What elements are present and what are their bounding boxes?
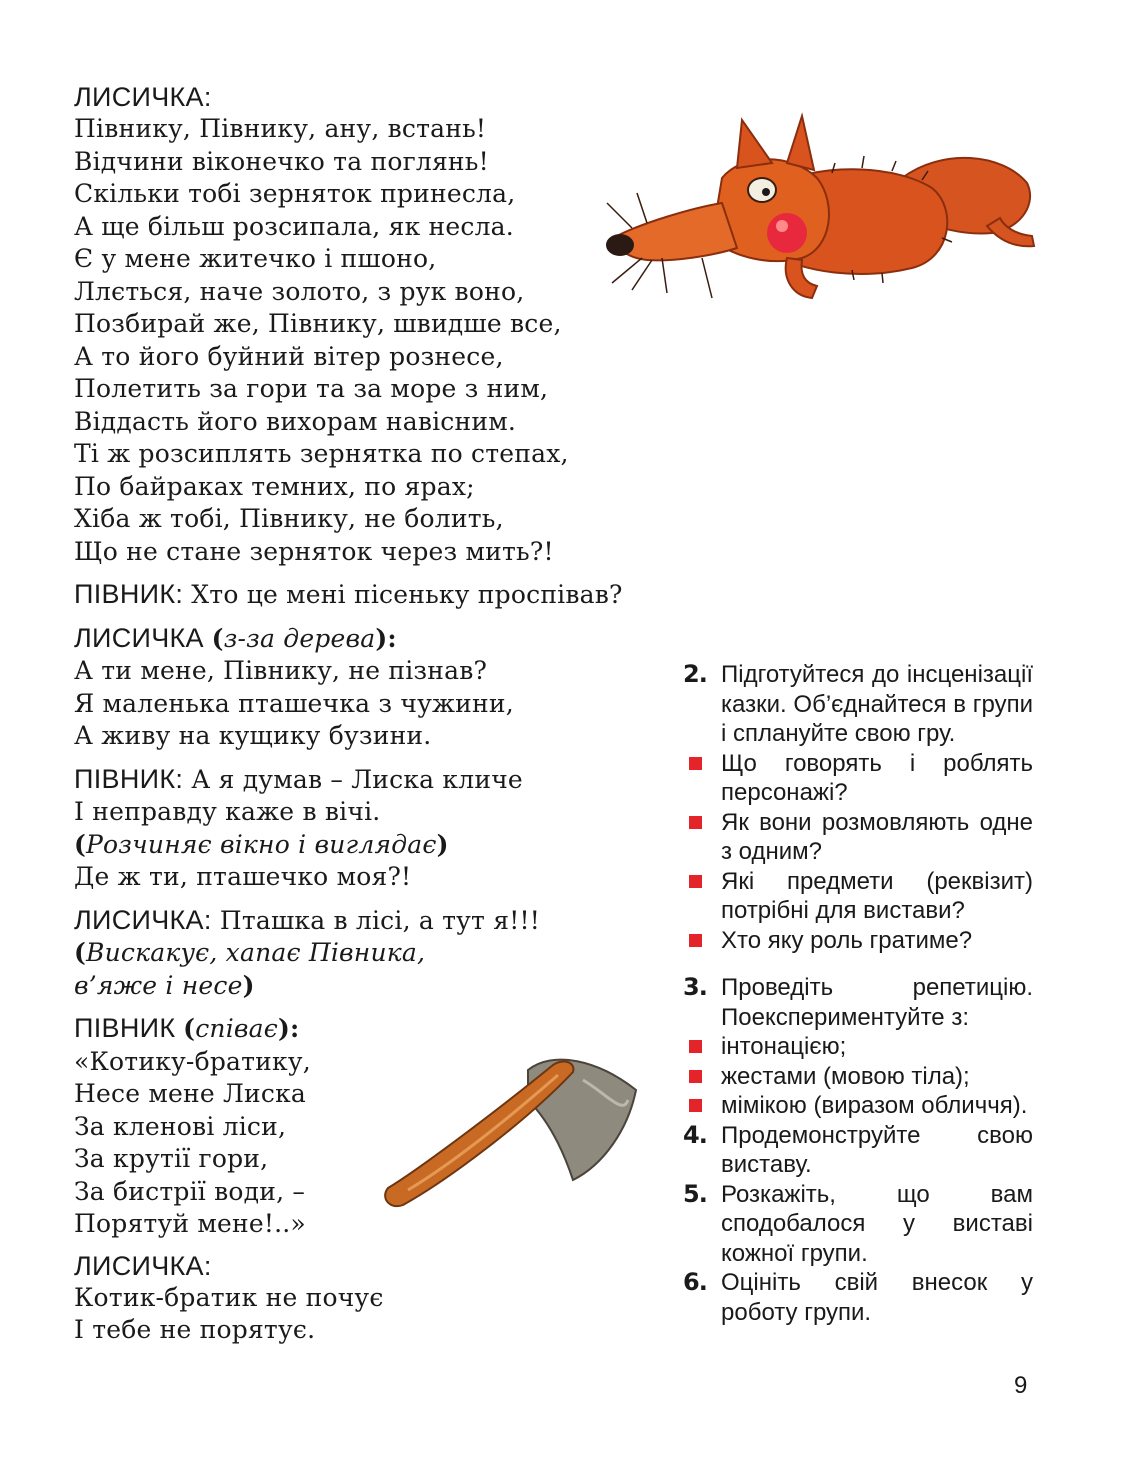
speaker-label: ЛИСИЧКА: [74, 904, 212, 935]
stage-direction: Вискакує, хапає Півника, [86, 938, 426, 967]
red-square-bullet-icon [689, 757, 702, 770]
verse-line: Ті ж розсиплять зернятка по степах, [74, 439, 569, 468]
task-number: 5. [683, 1179, 707, 1208]
verse-line [74, 829, 714, 862]
task-text: Розкажіть, що вам сподобалося у виставі кожної групи. [721, 1180, 1033, 1267]
bullet-text: інтонацією; [721, 1033, 847, 1060]
verse-text: Хто це мені пісеньку проспівав? [183, 580, 623, 609]
bullet-text: мімікою (виразом обличчя). [721, 1092, 1028, 1119]
verse-line: А то його буйний вітер рознесе, [74, 341, 504, 371]
red-square-bullet-icon [689, 1070, 702, 1083]
red-square-bullet-icon [689, 1040, 702, 1053]
stage-direction: співає [195, 1014, 278, 1043]
verse-line: Полетить за гори та за море з ним, [74, 374, 549, 403]
paren-open: ( [74, 938, 87, 967]
play-block-3 [74, 622, 714, 753]
task-4 [683, 1121, 1033, 1180]
verse-line: Є у мене житечко і пшоно, [74, 244, 437, 273]
task-bullet [683, 1032, 1033, 1062]
verse-line: А живу на кущику бузини. [74, 721, 432, 750]
verse-line [74, 904, 714, 938]
verse-line [74, 578, 714, 612]
speaker-label: ЛИСИЧКА: [74, 1250, 212, 1281]
verse-line: Я маленька пташечка з чужини, [74, 688, 514, 718]
play-text [74, 82, 714, 1357]
task-bullet [683, 926, 1033, 956]
verse-line: Несе мене Лиска [74, 1079, 307, 1108]
task-6 [683, 1268, 1033, 1327]
speaker-label: ПІВНИК [74, 1013, 184, 1043]
red-square-bullet-icon [689, 875, 702, 888]
paren-open: ( [211, 623, 224, 653]
verse-line: А ще більш розсипала, як несла. [74, 211, 514, 241]
bullet-text: Хто яку роль гратиме? [721, 926, 973, 954]
speaker-label: ПІВНИК: [74, 579, 184, 609]
paren-close: ): [277, 1014, 300, 1043]
verse-line: Котик-братик не почує [74, 1282, 384, 1312]
red-square-bullet-icon [689, 816, 702, 829]
verse-line: І тебе не порятує. [74, 1315, 316, 1344]
verse-line: А ти мене, Півнику, не пізнав? [74, 656, 488, 685]
tasks-list [683, 660, 1033, 1327]
verse-line: Ллється, наче золото, з рук воно, [74, 276, 525, 306]
paren-close: ) [242, 970, 255, 1000]
verse-line: Півнику, Півнику, ану, встань! [74, 114, 487, 143]
verse-line: Віддасть його вихорам навісним. [74, 406, 517, 436]
task-number: 2. [683, 660, 707, 688]
verse-line [74, 763, 714, 797]
task-bullet [683, 867, 1033, 926]
page-number: 9 [1014, 1372, 1028, 1399]
verse-line: «Котику-братику, [74, 1046, 311, 1076]
verse-line: За кленові ліси, [74, 1111, 287, 1141]
bullet-text: Що говорять і роблять персонажі? [721, 749, 1033, 806]
play-block-6 [74, 1012, 714, 1241]
verse-line: Скільки тобі зерняток принесла, [74, 179, 516, 208]
paren-open: ( [74, 829, 87, 859]
task-bullet [683, 1091, 1033, 1121]
paren-close: ): [375, 623, 397, 653]
play-block-5 [74, 904, 714, 1003]
paren-open: ( [183, 1014, 196, 1043]
speaker-label: ПІВНИК: [74, 763, 184, 794]
task-number: 3. [683, 973, 707, 1001]
bullet-text: Які предмети (реквізит) потрібні для вистави? [721, 867, 1033, 924]
play-block-2 [74, 578, 714, 612]
verse-line: Позбирай же, Півнику, швидше все, [74, 309, 562, 338]
stage-direction: в’яже і несе [74, 970, 243, 1000]
verse-line [74, 937, 714, 970]
bullet-text: Як вони розмовляють одне з одним? [721, 808, 1033, 865]
task-bullet [683, 749, 1033, 808]
verse-line: За крутії гори, [74, 1144, 269, 1173]
paren-close: ) [436, 829, 449, 859]
task-number: 6. [683, 1268, 707, 1296]
play-block-1 [74, 82, 714, 568]
verse-text: Пташка в лісі, а тут я!!! [211, 905, 540, 935]
speaker-label: ЛИСИЧКА [74, 622, 212, 653]
verse-line [74, 970, 714, 1003]
verse-line: По байраках темних, по ярах; [74, 471, 475, 501]
verse-line: І неправду каже в вічі. [74, 797, 381, 826]
play-block-7 [74, 1251, 714, 1347]
task-3 [683, 973, 1033, 1032]
play-block-4 [74, 763, 714, 894]
verse-line: Порятуй мене!..» [74, 1209, 306, 1238]
verse-line: За бистрії води, – [74, 1176, 306, 1206]
verse-line: Відчини віконечко та поглянь! [74, 146, 489, 176]
bullet-text: жестами (мовою тіла); [721, 1062, 970, 1090]
red-square-bullet-icon [689, 1099, 702, 1112]
task-2 [683, 660, 1033, 749]
task-number: 4. [683, 1120, 707, 1149]
task-text: Проведіть репетицію. Поекспериментуйте з: [721, 974, 1033, 1031]
verse-line [74, 1012, 714, 1046]
task-text: Продемонструйте свою виставу. [721, 1121, 1033, 1178]
verse-line: Де ж ти, пташечко моя?! [74, 862, 412, 891]
task-text: Оцініть свій внесок у роботу групи. [721, 1269, 1033, 1326]
verse-line: Хіба ж тобі, Півнику, не болить, [74, 504, 504, 533]
verse-text: А я думав – Лиска кличе [183, 764, 523, 794]
speaker-label: ЛИСИЧКА: [74, 82, 212, 112]
task-bullet [683, 808, 1033, 867]
verse-line [74, 622, 714, 656]
task-5 [683, 1180, 1033, 1269]
task-text: Підготуйтеся до інсценізації казки. Об’єднайтеся в групи і сплануйте свою гру. [721, 661, 1033, 747]
stage-direction: Розчиняє вікно і виглядає [86, 829, 437, 859]
red-square-bullet-icon [689, 934, 702, 947]
task-bullet [683, 1062, 1033, 1092]
stage-direction: з-за дерева [223, 623, 376, 653]
verse-line: Що не стане зерняток через мить?! [74, 536, 554, 566]
